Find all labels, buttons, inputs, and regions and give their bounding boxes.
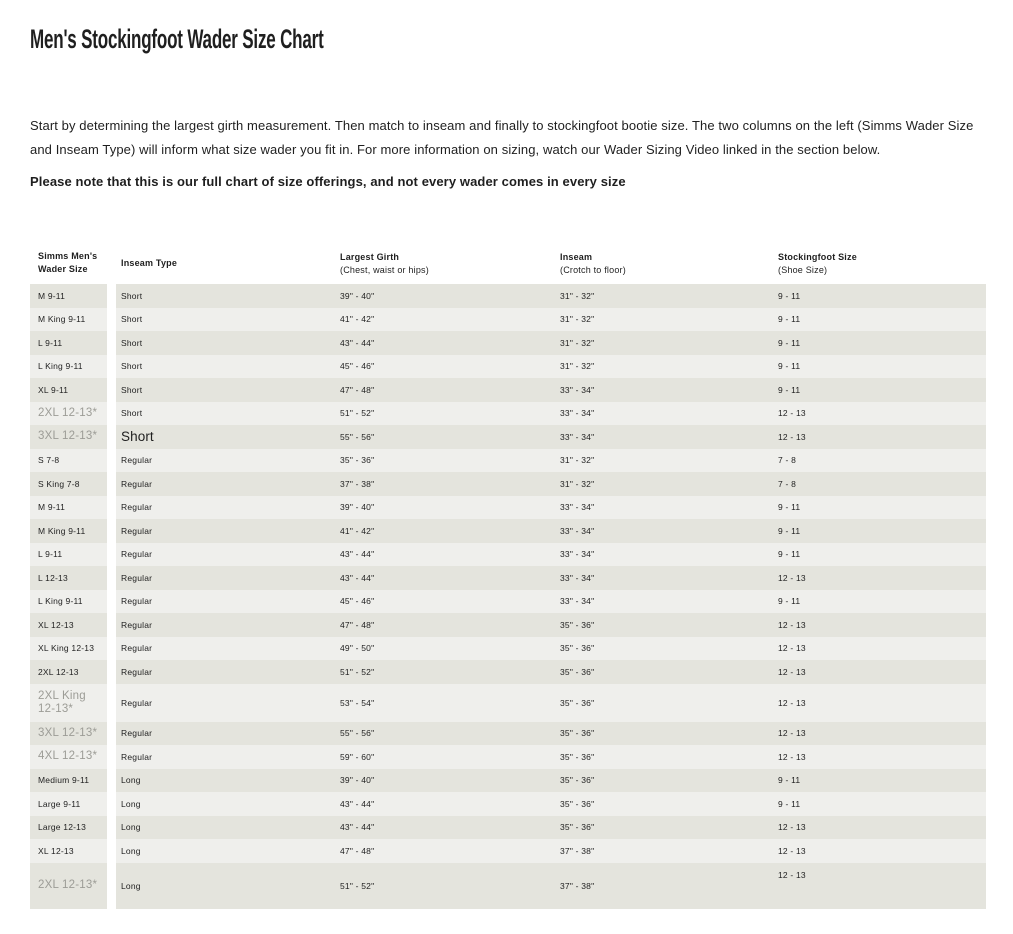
row-measurements: [116, 519, 986, 543]
wader-size-cell: XL 12-13: [30, 613, 107, 637]
stockingfoot-size-cell: 9 - 11: [778, 525, 801, 536]
inseam-cell: 31" - 32": [560, 290, 595, 301]
inseam-type-cell: Regular: [121, 619, 153, 630]
largest-girth-cell: 55" - 56": [340, 431, 375, 442]
table-row: [30, 472, 986, 496]
inseam-cell: 31" - 32": [560, 455, 595, 466]
table-row: [30, 745, 986, 769]
stockingfoot-size-cell: 12 - 13: [778, 751, 806, 762]
col-header-stockingfoot-size: [773, 245, 986, 281]
largest-girth-cell: 55" - 56": [340, 728, 375, 739]
largest-girth-cell: 51" - 52": [340, 408, 375, 419]
table-row: [30, 792, 986, 816]
table-row: [30, 566, 986, 590]
inseam-type-cell: Long: [121, 798, 141, 809]
row-measurements: [116, 284, 986, 308]
size-chart-table: [30, 245, 986, 909]
inseam-type-cell: Short: [121, 290, 143, 301]
inseam-type-cell: Regular: [121, 643, 153, 654]
stockingfoot-size-cell: 12 - 13: [778, 619, 806, 630]
inseam-type-cell: Regular: [121, 728, 153, 739]
wader-size-cell: XL 12-13: [30, 839, 107, 863]
stockingfoot-size-cell: 9 - 11: [778, 596, 801, 607]
inseam-type-cell: Short: [121, 384, 143, 395]
largest-girth-cell: 43" - 44": [340, 337, 375, 348]
inseam-type-cell: Long: [121, 845, 141, 856]
stockingfoot-size-cell: 12 - 13: [778, 431, 806, 442]
inseam-type-cell: Regular: [121, 549, 153, 560]
inseam-type-cell: Regular: [121, 751, 153, 762]
wader-size-cell: L King 9-11: [30, 590, 107, 614]
table-header-main: [116, 245, 986, 281]
largest-girth-cell: 43" - 44": [340, 572, 375, 583]
col-title: Stockingfoot Size: [778, 251, 857, 262]
wader-size-cell: 2XL King 12-13*: [30, 684, 107, 722]
inseam-cell: 33" - 34": [560, 525, 595, 536]
row-measurements: [116, 566, 986, 590]
inseam-cell: 35" - 36": [560, 643, 595, 654]
stockingfoot-size-cell: 12 - 13: [778, 822, 806, 833]
largest-girth-cell: 59" - 60": [340, 751, 375, 762]
row-measurements: [116, 769, 986, 793]
table-row: [30, 308, 986, 332]
wader-size-cell: 3XL 12-13*: [30, 722, 107, 746]
inseam-type-cell: Regular: [121, 455, 153, 466]
row-measurements: [116, 613, 986, 637]
wader-size-cell: XL King 12-13: [30, 637, 107, 661]
wader-size-cell: M 9-11: [30, 496, 107, 520]
table-row: [30, 613, 986, 637]
table-row: [30, 519, 986, 543]
inseam-cell: 33" - 34": [560, 384, 595, 395]
wader-size-cell: L King 9-11: [30, 355, 107, 379]
row-measurements: [116, 684, 986, 722]
table-header-row: [30, 245, 986, 281]
largest-girth-cell: 37" - 38": [340, 478, 375, 489]
table-row: [30, 863, 986, 909]
col-subtitle: (Crotch to floor): [560, 264, 626, 275]
wader-size-cell: 3XL 12-13*: [30, 425, 107, 449]
stockingfoot-size-cell: 9 - 11: [778, 314, 801, 325]
table-row: [30, 637, 986, 661]
largest-girth-cell: 43" - 44": [340, 798, 375, 809]
stockingfoot-size-cell: 12 - 13: [778, 697, 806, 708]
wader-size-cell: S 7-8: [30, 449, 107, 473]
page-title: Men's Stockingfoot Wader Size Chart: [30, 24, 324, 54]
row-measurements: [116, 496, 986, 520]
stockingfoot-size-cell: 7 - 8: [778, 478, 797, 489]
stockingfoot-size-cell: 7 - 8: [778, 455, 797, 466]
stockingfoot-size-cell: 9 - 11: [778, 502, 801, 513]
largest-girth-cell: 47" - 48": [340, 384, 375, 395]
inseam-cell: 31" - 32": [560, 361, 595, 372]
inseam-type-cell: Long: [121, 880, 141, 891]
wader-size-cell: XL 9-11: [30, 378, 107, 402]
wader-size-cell: Large 12-13: [30, 816, 107, 840]
inseam-cell: 33" - 34": [560, 572, 595, 583]
row-measurements: [116, 660, 986, 684]
wader-size-cell: M 9-11: [30, 284, 107, 308]
largest-girth-cell: 39" - 40": [340, 290, 375, 301]
inseam-cell: 33" - 34": [560, 596, 595, 607]
inseam-cell: 37" - 38": [560, 880, 595, 891]
intro-paragraph: Start by determining the largest girth measurement. Then match to inseam and finally to stockingfoot bootie size. The two columns on the left (Simms Wader Size and Inseam Type) will inform what size wader you fit in. For more information on sizing, watch our Wader Sizing Video linked in the section below.: [30, 118, 974, 157]
inseam-cell: 35" - 36": [560, 666, 595, 677]
inseam-cell: 35" - 36": [560, 697, 595, 708]
stockingfoot-size-cell: 9 - 11: [778, 549, 801, 560]
row-measurements: [116, 590, 986, 614]
stockingfoot-size-cell: 9 - 11: [778, 337, 801, 348]
table-row: [30, 402, 986, 426]
wader-size-cell: L 9-11: [30, 331, 107, 355]
largest-girth-cell: 41" - 42": [340, 525, 375, 536]
size-chart-page: [0, 24, 1013, 909]
table-row: [30, 816, 986, 840]
row-measurements: [116, 839, 986, 863]
stockingfoot-size-cell: 12 - 13: [778, 728, 806, 739]
inseam-type-cell: Short: [121, 314, 143, 325]
inseam-type-cell: Regular: [121, 525, 153, 536]
largest-girth-cell: 43" - 44": [340, 822, 375, 833]
inseam-cell: 35" - 36": [560, 798, 595, 809]
inseam-cell: 33" - 34": [560, 502, 595, 513]
size-offering-note: Please note that this is our full chart of size offerings, and not every wader comes in every size: [30, 174, 626, 189]
table-row: [30, 684, 986, 722]
table-row: [30, 496, 986, 520]
inseam-cell: 35" - 36": [560, 775, 595, 786]
stockingfoot-size-cell: 12 - 13: [778, 845, 806, 856]
row-measurements: [116, 331, 986, 355]
stockingfoot-size-cell: 9 - 11: [778, 361, 801, 372]
inseam-type-cell: Long: [121, 775, 141, 786]
table-row: [30, 722, 986, 746]
wader-size-cell: 2XL 12-13*: [30, 402, 107, 426]
stockingfoot-size-cell: 12 - 13: [778, 572, 806, 583]
inseam-type-cell: Regular: [121, 596, 153, 607]
largest-girth-cell: 43" - 44": [340, 549, 375, 560]
wader-size-cell: L 9-11: [30, 543, 107, 567]
table-row: [30, 543, 986, 567]
table-row: [30, 660, 986, 684]
largest-girth-cell: 49" - 50": [340, 643, 375, 654]
table-row: [30, 590, 986, 614]
inseam-type-cell: Short: [121, 337, 143, 348]
stockingfoot-size-cell: 9 - 11: [778, 775, 801, 786]
row-measurements: [116, 792, 986, 816]
row-measurements: [116, 745, 986, 769]
wader-size-cell: Medium 9-11: [30, 769, 107, 793]
row-measurements: [116, 543, 986, 567]
inseam-cell: 33" - 34": [560, 431, 595, 442]
row-measurements: [116, 378, 986, 402]
inseam-type-cell: Regular: [121, 572, 153, 583]
table-row: [30, 355, 986, 379]
col-subtitle: (Chest, waist or hips): [340, 264, 429, 275]
stockingfoot-size-cell: 12 - 13: [778, 408, 806, 419]
wader-size-cell: 2XL 12-13: [30, 660, 107, 684]
inseam-cell: 31" - 32": [560, 337, 595, 348]
largest-girth-cell: 39" - 40": [340, 775, 375, 786]
row-measurements: [116, 472, 986, 496]
largest-girth-cell: 53" - 54": [340, 697, 375, 708]
inseam-type-cell: Short: [121, 429, 154, 445]
largest-girth-cell: 47" - 48": [340, 619, 375, 630]
col-header-wader-size: [30, 245, 107, 281]
inseam-cell: 35" - 36": [560, 822, 595, 833]
largest-girth-cell: 47" - 48": [340, 845, 375, 856]
table-row: [30, 378, 986, 402]
stockingfoot-size-cell: 9 - 11: [778, 384, 801, 395]
largest-girth-cell: 39" - 40": [340, 502, 375, 513]
row-measurements: [116, 449, 986, 473]
largest-girth-cell: 35" - 36": [340, 455, 375, 466]
inseam-cell: 35" - 36": [560, 751, 595, 762]
table-row: [30, 284, 986, 308]
largest-girth-cell: 45" - 46": [340, 596, 375, 607]
inseam-type-cell: Regular: [121, 697, 153, 708]
largest-girth-cell: 51" - 52": [340, 880, 375, 891]
inseam-cell: 37" - 38": [560, 845, 595, 856]
col-title: Largest Girth: [340, 251, 400, 262]
row-measurements: [116, 402, 986, 426]
inseam-type-cell: Short: [121, 408, 143, 419]
col-header-largest-girth: [335, 245, 555, 281]
wader-size-cell: M King 9-11: [30, 308, 107, 332]
inseam-type-cell: Long: [121, 822, 141, 833]
col-title: Simms Men's Wader Size: [38, 251, 98, 274]
row-measurements: [116, 308, 986, 332]
row-measurements: [116, 637, 986, 661]
inseam-cell: 33" - 34": [560, 408, 595, 419]
stockingfoot-size-cell: 9 - 11: [778, 290, 801, 301]
table-row: [30, 425, 986, 449]
inseam-type-cell: Regular: [121, 478, 153, 489]
largest-girth-cell: 45" - 46": [340, 361, 375, 372]
size-chart-rows: [30, 284, 986, 909]
table-row: [30, 331, 986, 355]
wader-size-cell: L 12-13: [30, 566, 107, 590]
row-measurements: [116, 355, 986, 379]
stockingfoot-size-cell: 12 - 13: [778, 643, 806, 654]
row-measurements: [116, 425, 986, 449]
col-header-inseam: [555, 245, 773, 281]
inseam-type-cell: Regular: [121, 666, 153, 677]
stockingfoot-size-cell: 12 - 13: [778, 666, 806, 677]
row-measurements: [116, 863, 986, 909]
inseam-type-cell: Regular: [121, 502, 153, 513]
col-header-inseam-type: [116, 245, 335, 281]
wader-size-cell: S King 7-8: [30, 472, 107, 496]
inseam-cell: 31" - 32": [560, 314, 595, 325]
table-row: [30, 769, 986, 793]
table-row: [30, 839, 986, 863]
col-subtitle: (Shoe Size): [778, 264, 828, 275]
wader-size-cell: 4XL 12-13*: [30, 745, 107, 769]
stockingfoot-size-cell: 9 - 11: [778, 798, 801, 809]
row-measurements: [116, 722, 986, 746]
inseam-type-cell: Short: [121, 361, 143, 372]
stockingfoot-size-cell: 12 - 13: [778, 869, 806, 880]
inseam-cell: 35" - 36": [560, 728, 595, 739]
inseam-cell: 31" - 32": [560, 478, 595, 489]
row-measurements: [116, 816, 986, 840]
wader-size-cell: M King 9-11: [30, 519, 107, 543]
inseam-cell: 35" - 36": [560, 619, 595, 630]
col-title: Inseam Type: [121, 257, 178, 268]
largest-girth-cell: 41" - 42": [340, 314, 375, 325]
inseam-cell: 33" - 34": [560, 549, 595, 560]
wader-size-cell: Large 9-11: [30, 792, 107, 816]
col-title: Inseam: [560, 251, 593, 262]
table-row: [30, 449, 986, 473]
wader-size-cell: 2XL 12-13*: [30, 863, 107, 909]
largest-girth-cell: 51" - 52": [340, 666, 375, 677]
